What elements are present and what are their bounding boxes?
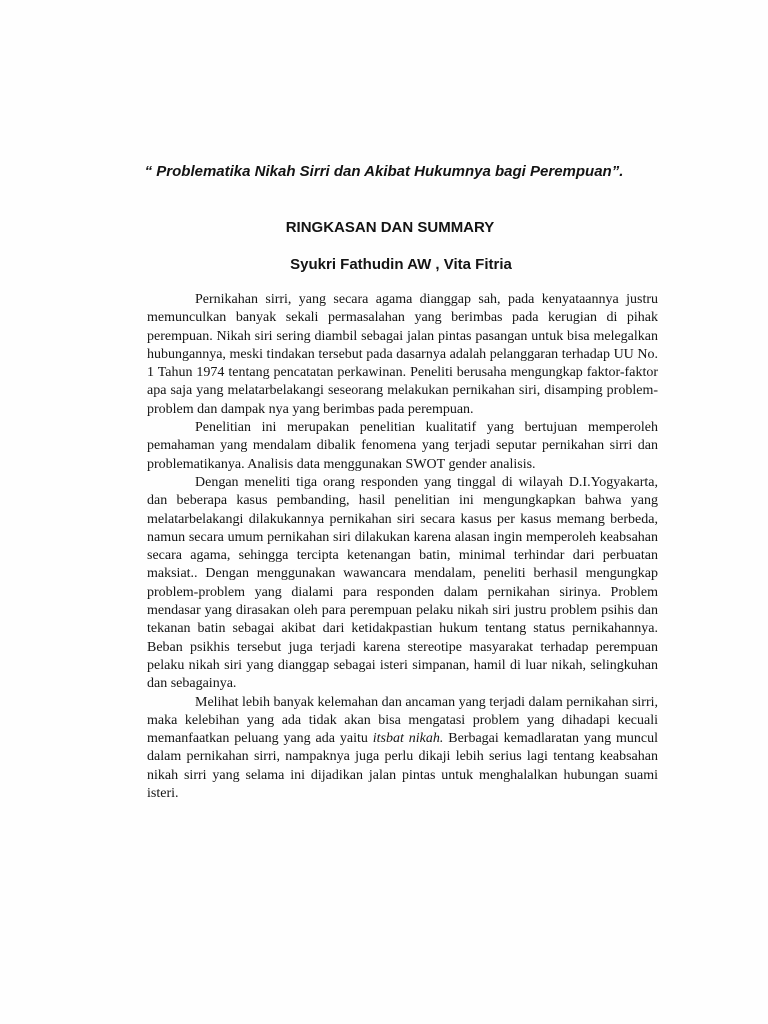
paragraph-3: Dengan meneliti tiga orang responden yang tinggal di wilayah D.I.Yogyakarta, dan beberapa kasus pembanding, hasil penelitian ini mengungkapkan bahwa yang melatarbelakangi dilakukannya pernikahan siri secara kasus per kasus memang berbeda, namun secara umum pernikahan siri dilakukan karena alasan ingin memperoleh keabsahan secara agama, sehingga tercipta ketenangan batin, minimal terhindar dari perbuatan maksiat.. Dengan menggunakan wawancara mendalam, peneliti berhasil mengungkap problem-problem yang dialami para responden dalam pernikahan sirinya. Problem mendasar yang dirasakan oleh para perempuan pelaku nikah siri justru problem psihis dan tekanan batin sebagai akibat dari ketidakpastian hukum tentang status pernikahannya. Beban psikhis tersebut juga terjadi karena stereotipe masyarakat terhadap perempuan pelaku nikah siri yang dianggap sebagai isteri simpanan, hamil di luar nikah, selingkuhan dan sebagainya. (147, 474, 658, 692)
paragraph-4-text-after: Berbagai kemadlaratan yang muncul dalam pernikahan sirri, nampaknya juga perlu dikaji lebih serius lagi tentang keabsahan nikah sirri yang selama ini dijadikan jalan pintas untuk menghalalkan hubungan suami isteri. (147, 731, 659, 802)
abstract-body (147, 291, 658, 803)
paragraph-2: Penelitian ini merupakan penelitian kualitatif yang bertujuan memperoleh pemahaman yang mendalam dibalik fenomena yang terjadi seputar pernikahan sirri dan problematikanya. Analisis data menggunakan SWOT gender analisis. (147, 420, 658, 472)
document-title: “ Problematika Nikah Sirri dan Akibat Hukumnya bagi Perempuan”. (144, 163, 624, 180)
section-heading: RINGKASAN DAN SUMMARY (285, 219, 495, 236)
paragraph-4-text-before: Melihat lebih banyak kelemahan dan ancaman yang terjadi dalam pernikahan sirri, maka kelebihan yang ada tidak akan bisa mengatasi problem yang dihadapi kecuali memanfaatkan peluang yang ada yaitu (147, 694, 658, 747)
paragraph-4 (147, 694, 658, 804)
itsbat-nikah-term: itsbat nikah. (372, 731, 444, 747)
author-line: Syukri Fathudin AW , Vita Fitria (290, 256, 512, 273)
paragraph-1: Pernikahan sirri, yang secara agama dianggap sah, pada kenyataannya justru memunculkan banyak sekali permasalahan yang berimbas pada kerugian di pihak perempuan. Nikah siri sering diambil sebagai jalan pintas pasangan untuk bisa melegalkan hubungannya, meski tindakan tersebut pada dasarnya adalah pelanggaran terhadap UU No. 1 Tahun 1974 tentang pencatatan perkawinan. Peneliti berusaha mengungkap faktor-faktor apa saja yang melatarbelakangi seseorang melakukan pernikahan siri, disamping problem-problem dan dampak nya yang berimbas pada perempuan. (147, 292, 658, 417)
